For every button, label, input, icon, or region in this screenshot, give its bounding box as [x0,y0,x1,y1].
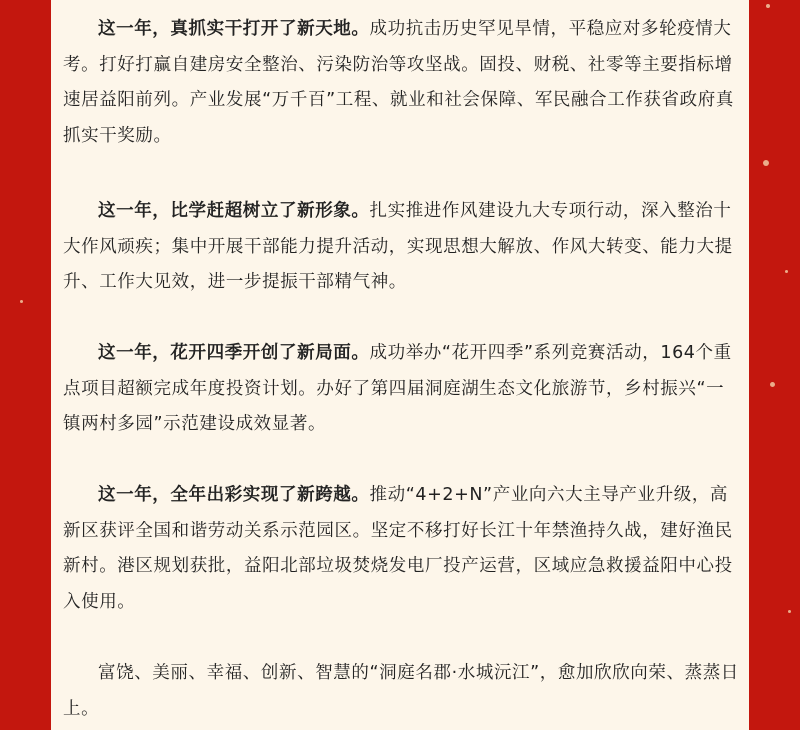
paragraph-body: 富饶、美丽、幸福、创新、智慧的“洞庭名郡·水城沅江”，愈加欣欣向荣、蒸蒸日上。 [63,663,739,719]
sparkle-decoration [785,270,788,273]
sparkle-decoration [763,160,769,166]
paragraph [63,336,739,443]
sparkle-decoration [770,382,775,387]
paragraph-body: 扎实推进作风建设九大专项行动，深入整治十大作风顽疾；集中开展干部能力提升活动，实现思想大解放、作风大转变、能力大提升、工作大见效，进一步提振干部精气神。 [63,201,733,292]
article-panel [51,0,749,730]
paragraph-body: 推动“4+2+N”产业向六大主导产业升级，高新区获评全国和谐劳动关系示范园区。坚定不移打好长江十年禁渔持久战，建好渔民新村。港区规划获批，益阳北部垃圾焚烧发电厂投产运营，区域应急救援益阳中心投入使用。 [63,485,733,612]
paragraph-body: 成功抗击历史罕见旱情，平稳应对多轮疫情大考。打好打赢自建房安全整治、污染防治等攻坚战。固投、财税、社零等主要指标增速居益阳前列。产业发展“万千百”工程、就业和社会保障、军民融合工作获省政府真抓实干奖励。 [63,19,734,146]
paragraph [63,478,739,620]
sparkle-decoration [20,300,23,303]
paragraph [63,12,739,154]
paragraph-lead: 这一年，全年出彩实现了新跨越。 [98,485,370,505]
paragraph [63,656,739,727]
sparkle-decoration [766,4,770,8]
sparkle-decoration [788,610,791,613]
paragraph-lead: 这一年，比学赶超树立了新形象。 [98,201,370,221]
paragraph-lead: 这一年，花开四季开创了新局面。 [98,343,370,363]
paragraph [63,194,739,301]
left-decorative-border [0,0,51,730]
paragraph-body: 成功举办“花开四季”系列竞赛活动，164个重点项目超额完成年度投资计划。办好了第四届洞庭湖生态文化旅游节，乡村振兴“一镇两村多园”示范建设成效显著。 [63,343,732,434]
right-decorative-border [749,0,800,730]
paragraph-lead: 这一年，真抓实干打开了新天地。 [98,19,370,39]
